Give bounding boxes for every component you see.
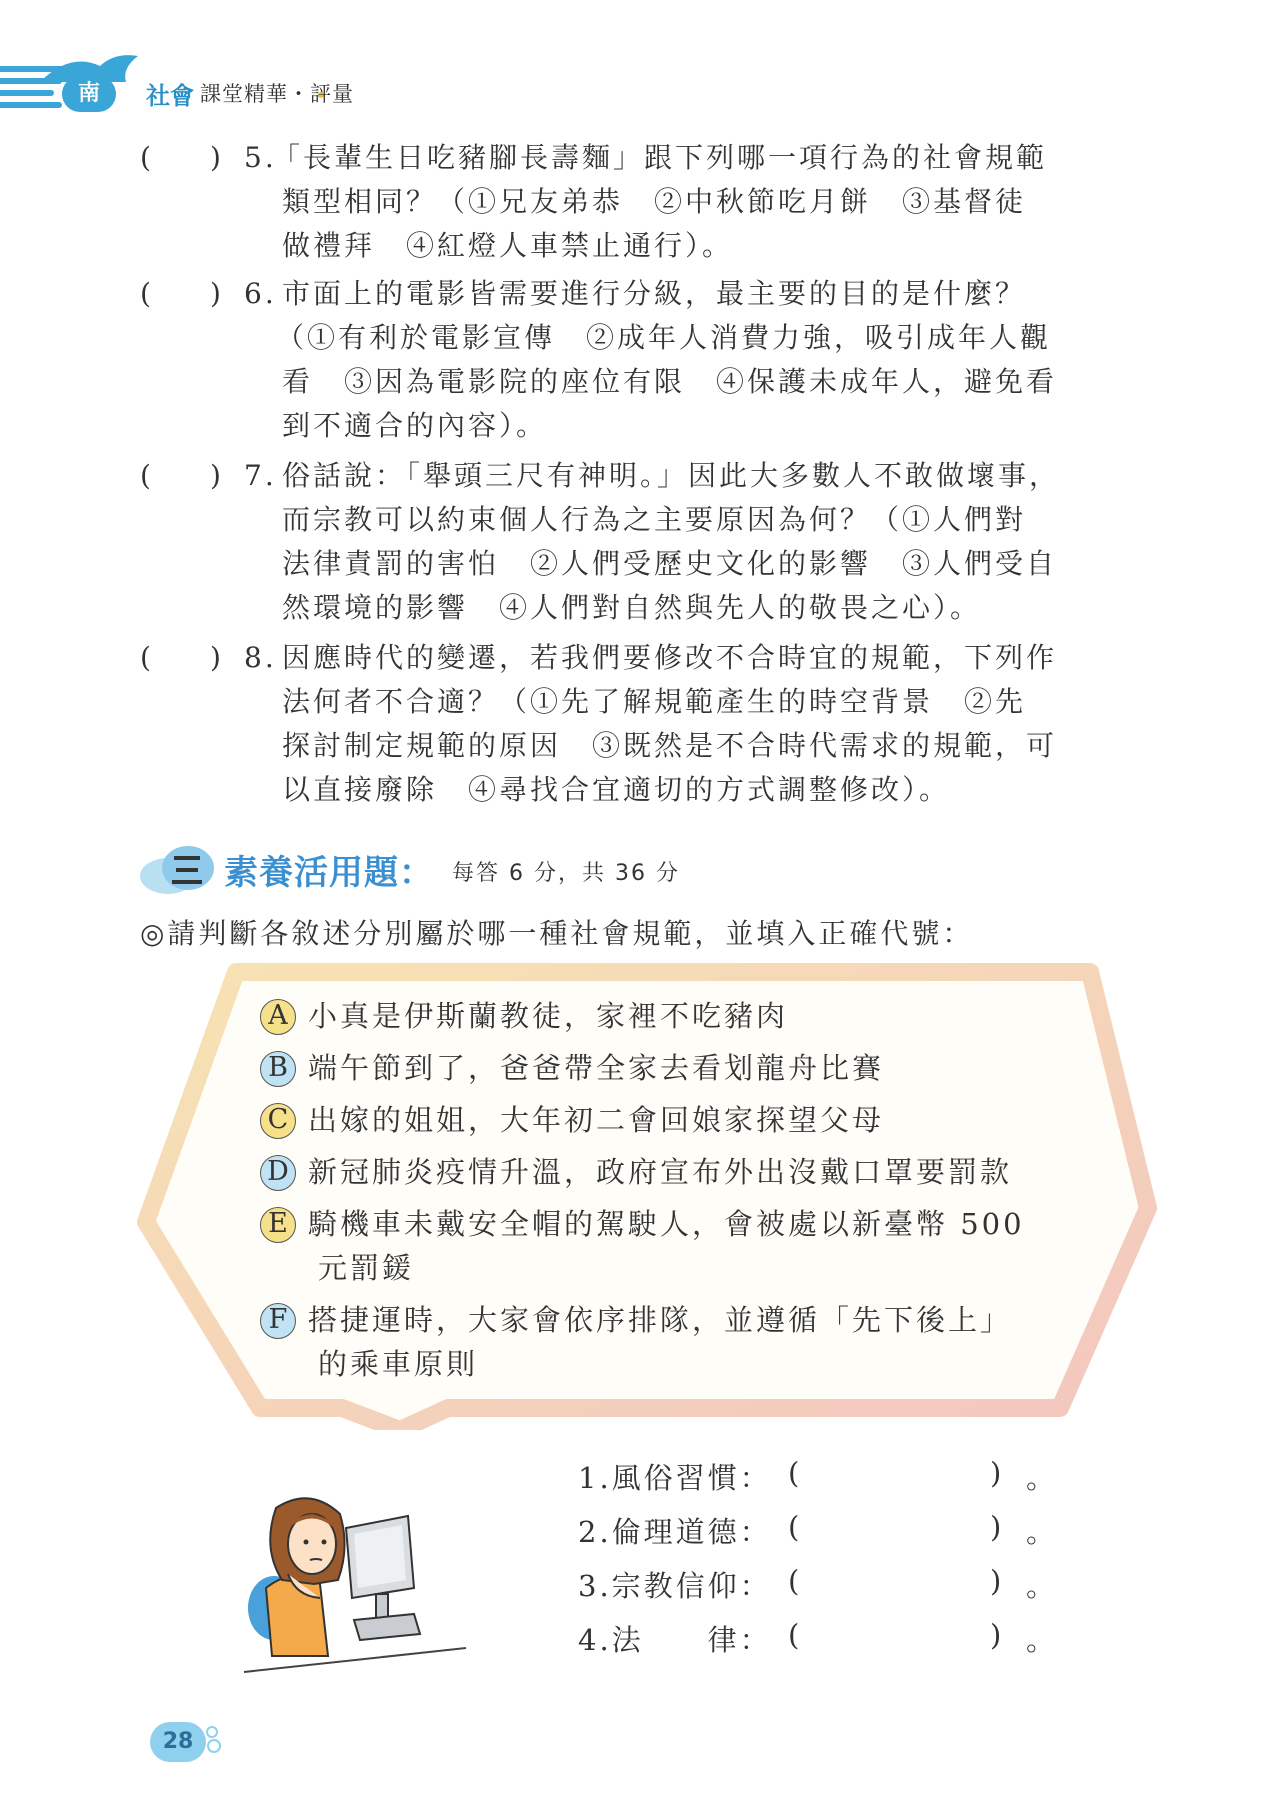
- letter-badge: D: [260, 1155, 296, 1191]
- answer-label: 4.法 律：: [578, 1623, 772, 1657]
- answer-label: 2.倫理道德：: [578, 1515, 772, 1549]
- question-line: 因應時代的變遷，若我們要修改不合時宜的規範，下列作: [282, 641, 1058, 674]
- answer-label: 1.風俗習慣：: [578, 1461, 772, 1495]
- answer-paren-open: (: [140, 641, 154, 674]
- answer-paren-close: ): [990, 1456, 1005, 1490]
- question-number: 5.: [244, 141, 277, 174]
- question-line: 「長輩生日吃豬腳長壽麵」跟下列哪一項行為的社會規範: [272, 141, 1048, 174]
- question-line: 然環境的影響 ④人們對自然與先人的敬畏之心）。: [282, 591, 982, 624]
- answer-paren-open: (: [788, 1564, 803, 1598]
- letter-badge: A: [260, 999, 296, 1035]
- question-6: [140, 272, 1160, 448]
- answer-paren-close: ): [990, 1510, 1005, 1544]
- statement-text: 搭捷運時，大家會依序排隊，並遵循「先下後上」: [308, 1303, 1013, 1337]
- girl-computer-illustration: [236, 1488, 476, 1678]
- question-line: 法何者不合適？（①先了解規範產生的時空背景 ②先: [282, 685, 1027, 718]
- period: 。: [1026, 1569, 1059, 1603]
- section-title: 素養活用題：: [224, 853, 434, 893]
- section-instruction: ◎請判斷各敘述分別屬於哪一種社會規範，並填入正確代號：: [140, 917, 974, 950]
- statement-text: 端午節到了，爸爸帶全家去看划龍舟比賽: [308, 1051, 885, 1085]
- bubble-decoration-icon: [204, 1724, 224, 1760]
- answer-religion: [578, 1564, 1059, 1605]
- answer-paren-open: (: [788, 1456, 803, 1490]
- statement-B: [260, 1046, 1080, 1090]
- statement-text: 小真是伊斯蘭教徒，家裡不吃豬肉: [308, 999, 789, 1033]
- period: 。: [1026, 1515, 1059, 1549]
- question-number: 8.: [244, 641, 277, 674]
- statement-C: [260, 1098, 1080, 1142]
- answer-paren-close: ): [210, 459, 224, 492]
- question-line: 法律責罰的害怕 ②人們受歷史文化的影響 ③人們受自: [282, 547, 1058, 580]
- letter-badge: B: [260, 1051, 296, 1087]
- answer-paren-close: ): [210, 277, 224, 310]
- question-line: 探討制定規範的原因 ③既然是不合時代需求的規範，可: [282, 729, 1058, 762]
- answer-paren-close: ): [210, 641, 224, 674]
- question-line: 而宗教可以約束個人行為之主要原因為何？（①人們對: [282, 503, 1027, 536]
- answer-paren-open: (: [788, 1510, 803, 1544]
- question-7: [140, 454, 1160, 630]
- letter-badge: F: [260, 1303, 296, 1339]
- period: 。: [1026, 1623, 1059, 1657]
- answer-paren-open: (: [140, 277, 154, 310]
- question-line: 類型相同？（①兄友弟恭 ②中秋節吃月餅 ③基督徒: [282, 185, 1027, 218]
- question-5: [140, 136, 1160, 268]
- statement-text: 出嫁的姐姐，大年初二會回娘家探望父母: [308, 1103, 885, 1137]
- statement-text: 騎機車未戴安全帽的駕駛人，會被處以新臺幣 500: [308, 1207, 1025, 1241]
- page-number: 28: [150, 1722, 206, 1762]
- statement-E: [260, 1202, 1080, 1290]
- subject-label: 社會: [146, 82, 194, 110]
- region-badge: 南: [62, 76, 116, 112]
- answer-paren-close: ): [990, 1618, 1005, 1652]
- question-line: 市面上的電影皆需要進行分級，最主要的目的是什麼？: [282, 277, 1027, 310]
- letter-badge: C: [260, 1103, 296, 1139]
- question-number: 7.: [244, 459, 277, 492]
- answer-paren-close: ): [990, 1564, 1005, 1598]
- section-score: 每答 6 分，共 36 分: [452, 861, 680, 886]
- statement-F: [260, 1298, 1080, 1386]
- question-line: 到不適合的內容）。: [282, 409, 548, 442]
- statement-continuation: 元罰鍰: [318, 1251, 415, 1285]
- answer-ethics: [578, 1510, 1059, 1551]
- answer-paren-open: (: [788, 1618, 803, 1652]
- question-line: （①有利於電影宣傳 ②成年人消費力強，吸引成年人觀: [276, 321, 1052, 354]
- letter-badge: E: [260, 1207, 296, 1243]
- period: 。: [1026, 1461, 1059, 1495]
- statement-A: [260, 994, 1080, 1038]
- statement-text: 新冠肺炎疫情升溫，政府宣布外出沒戴口罩要罰款: [308, 1155, 1013, 1189]
- statement-D: [260, 1150, 1080, 1194]
- answer-paren-open: (: [140, 141, 154, 174]
- section-three-icon: [138, 842, 230, 898]
- statement-continuation: 的乘車原則: [318, 1347, 479, 1381]
- answer-label: 3.宗教信仰：: [578, 1569, 772, 1603]
- answer-paren-close: ): [210, 141, 224, 174]
- book-title: 課堂精華・評量: [200, 82, 354, 106]
- question-8: [140, 636, 1160, 812]
- question-number: 6.: [244, 277, 277, 310]
- answer-paren-open: (: [140, 459, 154, 492]
- answer-law: [578, 1618, 1059, 1659]
- question-line: 俗話說：「舉頭三尺有神明。」因此大多數人不敢做壞事，: [282, 459, 1061, 492]
- question-line: 做禮拜 ④紅燈人車禁止通行）。: [282, 229, 734, 262]
- question-line: 看 ③因為電影院的座位有限 ④保護未成年人，避免看: [282, 365, 1058, 398]
- question-line: 以直接廢除 ④尋找合宜適切的方式調整修改）。: [282, 773, 951, 806]
- answer-folk-customs: [578, 1456, 1059, 1497]
